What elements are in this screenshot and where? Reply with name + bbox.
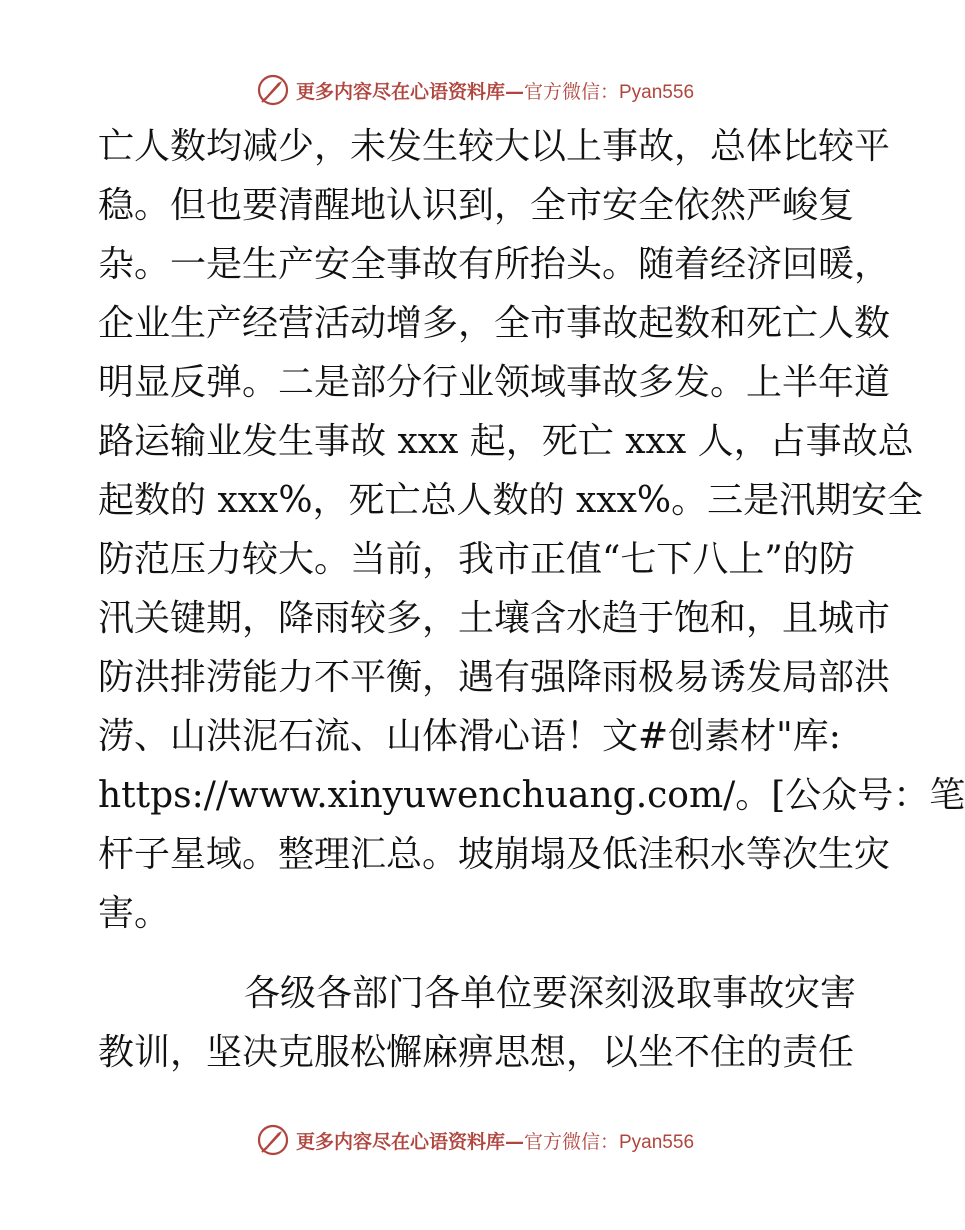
text-line: 起数的 xxx%，死亡总人数的 xxx%。三是汛期安全 xyxy=(98,480,924,521)
text-line: 亡人数均减少，未发生较大以上事故，总体比较平 xyxy=(98,126,891,167)
text-line: 各级各部门各单位要深刻汲取事故灾害 xyxy=(244,973,857,1014)
footer-prefix: 更多内容尽在心语资料库— xyxy=(295,1130,524,1153)
text-line: 教训，坚决克服松懈麻痹思想，以坐不住的责任 xyxy=(98,1032,855,1073)
text-line: 企业生产经营活动增多，全市事故起数和死亡人数 xyxy=(98,303,891,344)
quill-pen-logo-icon xyxy=(256,73,290,107)
text-line: 汛关键期，降雨较多，土壤含水趋于饱和，且城市 xyxy=(98,598,891,639)
text-line: 杆子星域。整理汇总。坡崩塌及低洼积水等次生灾 xyxy=(98,834,891,875)
text-line: 杂。一是生产安全事故有所抬头。随着经济回暖， xyxy=(98,244,891,285)
text-line: 明显反弹。二是部分行业领域事故多发。上半年道 xyxy=(98,362,891,403)
header-wechat: 官方微信：Pyan556 xyxy=(524,81,695,103)
text-line: 稳。但也要清醒地认识到，全市安全依然严峻复 xyxy=(98,185,855,226)
document-body xyxy=(98,117,965,1082)
text-line: 路运输业发生事故 xxx 起，死亡 xxx 人，占事故总 xyxy=(98,421,914,462)
text-line: https://www.xinyuwenchuang.com/。[公众号：笔 xyxy=(98,775,965,816)
text-line: 防范压力较大。当前，我市正值“七下八上”的防 xyxy=(98,539,855,580)
header-banner-text xyxy=(296,77,694,104)
paragraph-2 xyxy=(98,964,857,1082)
paragraph-gap xyxy=(98,943,853,964)
quill-pen-logo-icon xyxy=(256,1123,290,1157)
header-banner xyxy=(0,70,950,110)
header-prefix: 更多内容尽在心语资料库— xyxy=(295,80,524,103)
footer-wechat: 官方微信：Pyan556 xyxy=(524,1131,695,1153)
paragraph-1 xyxy=(98,117,965,943)
text-line: 害。 xyxy=(98,893,171,934)
footer-banner xyxy=(0,1120,950,1160)
text-line: 涝、山洪泥石流、山体滑心语！文#创素材"库: xyxy=(98,716,841,757)
text-line: 防洪排涝能力不平衡，遇有强降雨极易诱发局部洪 xyxy=(98,657,891,698)
footer-banner-text xyxy=(296,1127,694,1154)
